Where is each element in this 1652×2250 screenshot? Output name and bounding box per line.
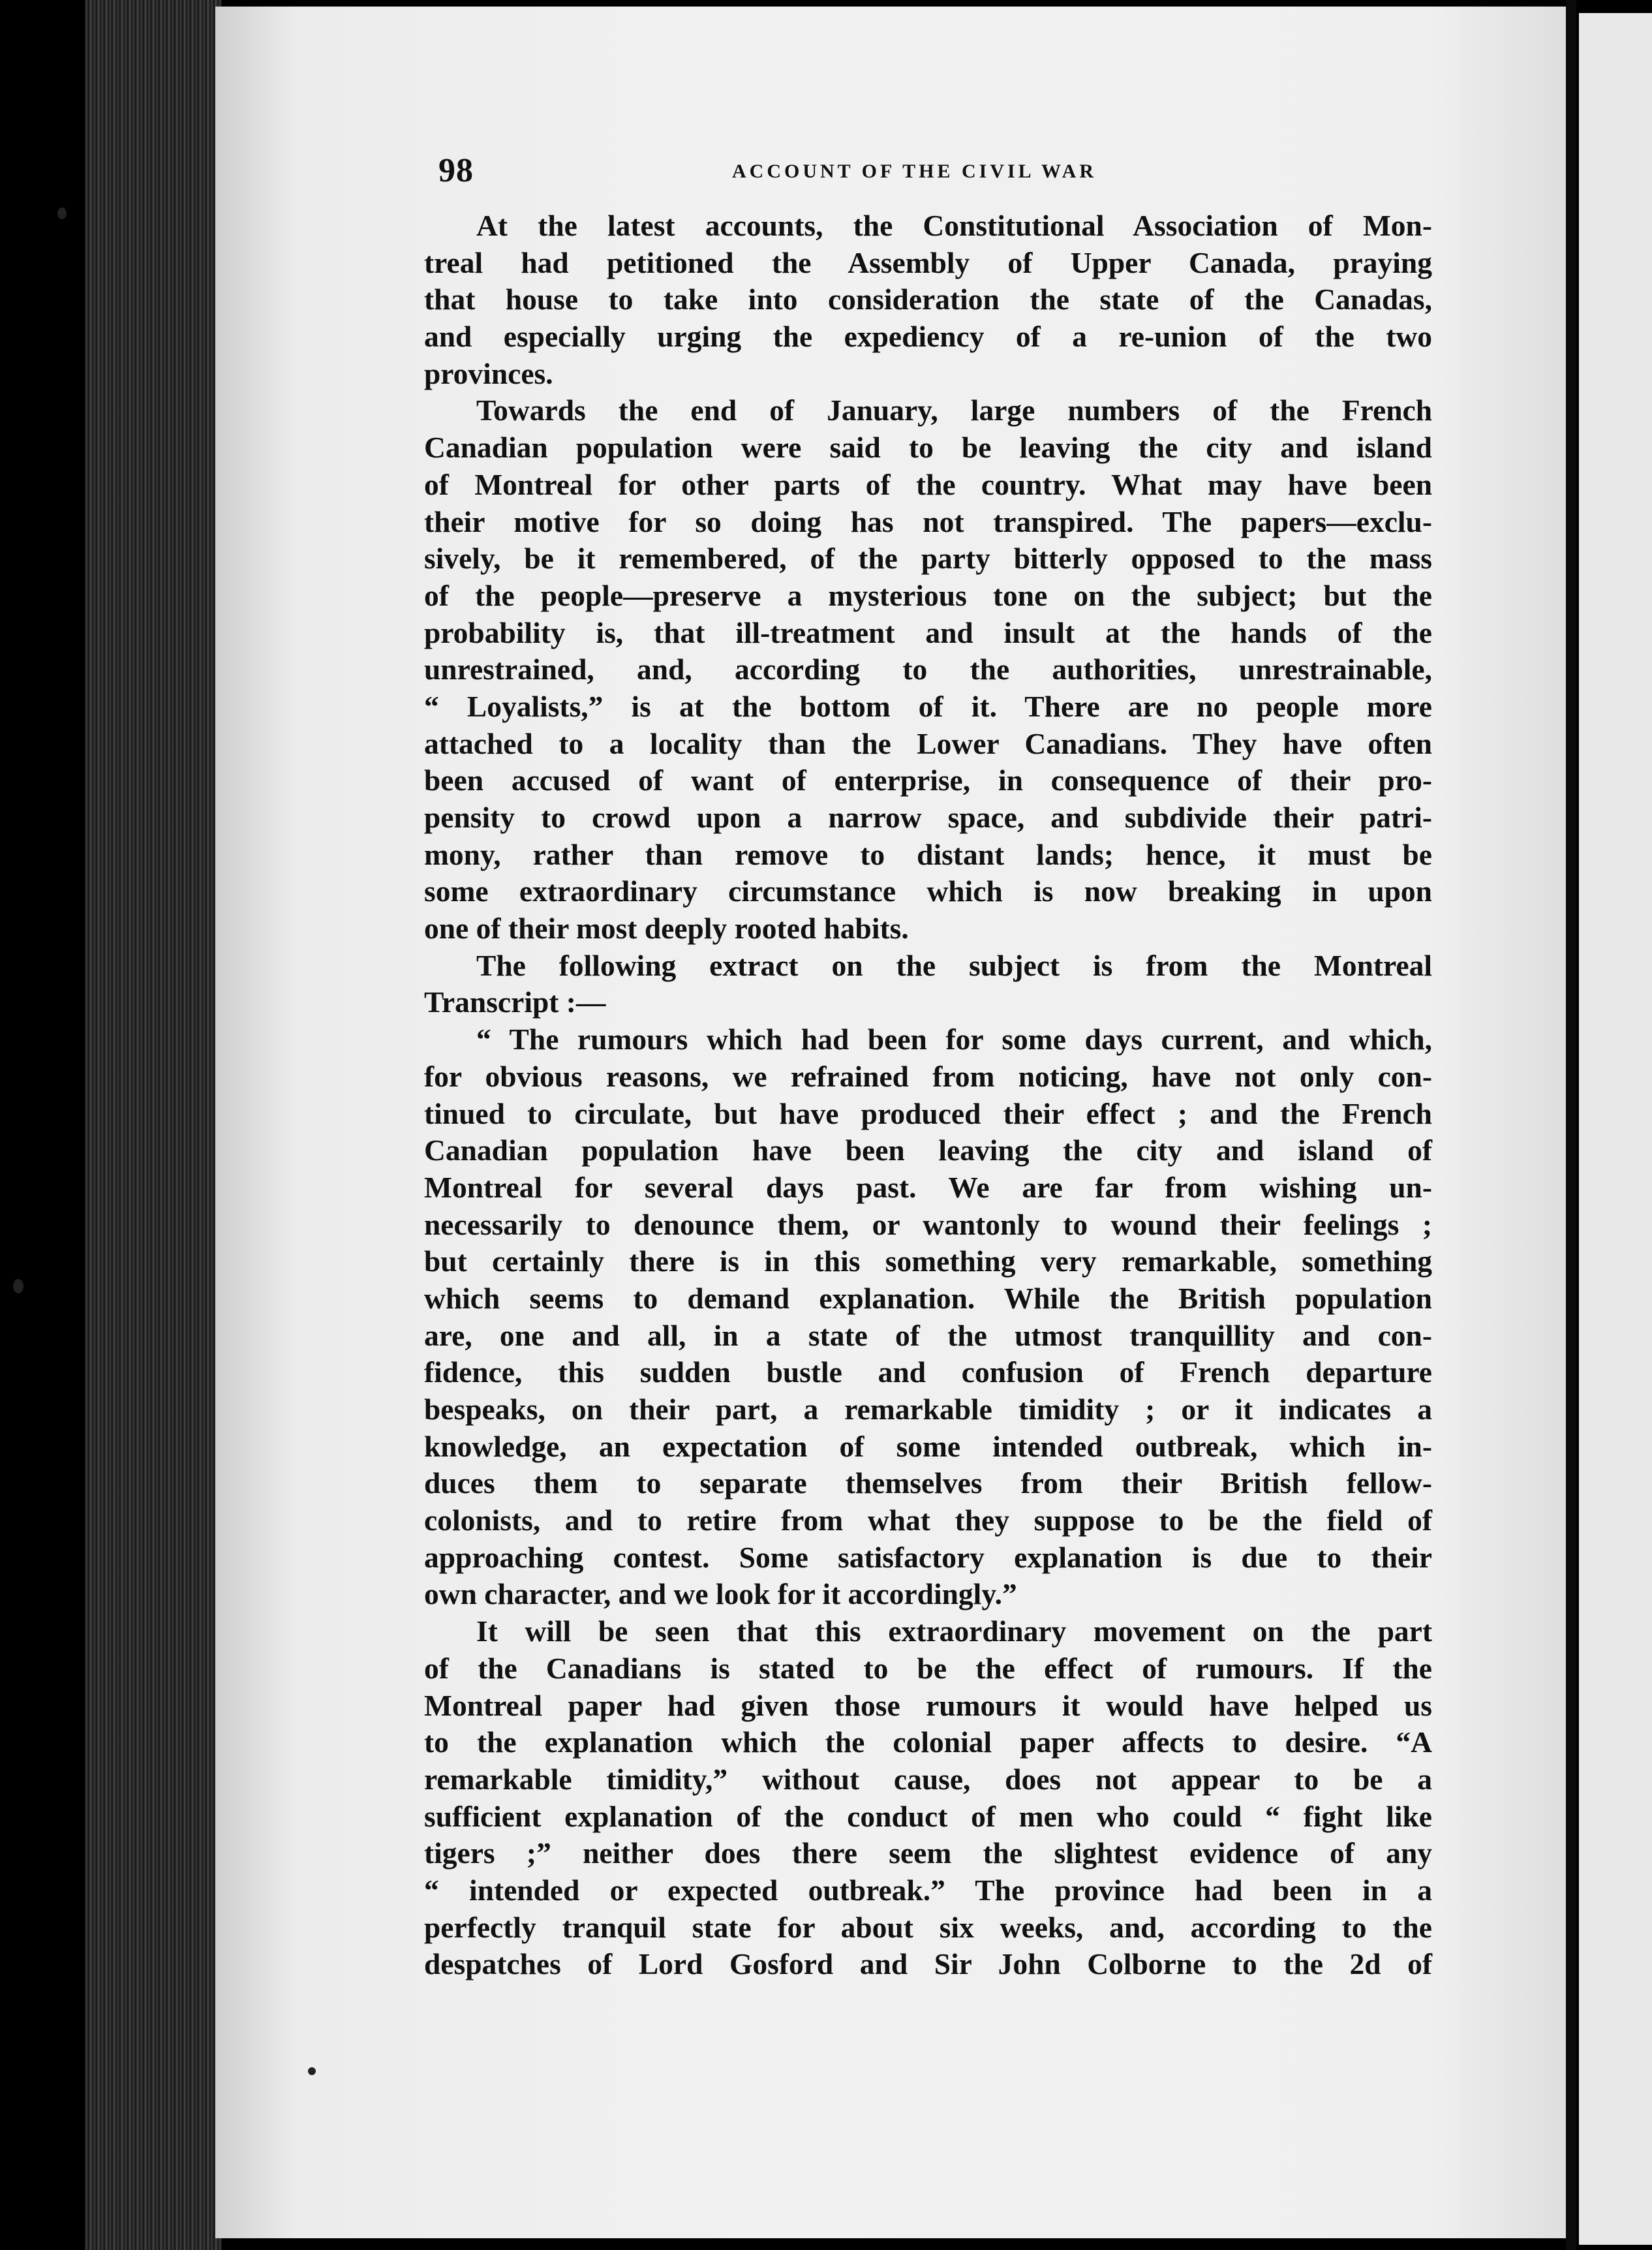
text-line: tinued to circulate, but have produced their effect ; and the French	[424, 1096, 1432, 1130]
text-line: Transcript :—	[424, 985, 606, 1019]
text-line: unrestrained, and, according to the authorities, unrestrainable,	[424, 653, 1432, 686]
text-line: mony, rather than remove to distant lands; hence, it must be	[424, 837, 1432, 871]
text-line: sively, be it remembered, of the party bitterly opposed to the mass	[424, 542, 1432, 576]
text-line: sufficient explanation of the conduct of men who could “ fight like	[424, 1799, 1432, 1833]
scan-speck	[13, 1279, 23, 1293]
text-line: of the Canadians is stated to be the effect of rumours. If the	[424, 1651, 1432, 1685]
text-line: but certainly there is in this something very remarkable, something	[424, 1244, 1432, 1278]
gutter-shadow	[1566, 0, 1576, 2250]
text-line: Towards the end of January, large numbers of the French	[476, 393, 1432, 427]
facing-page-edge	[1579, 13, 1652, 2245]
text-line: “ The rumours which had been for some days current, and which,	[476, 1023, 1432, 1056]
text-line: are, one and all, in a state of the utmost tranquillity and con-	[424, 1318, 1432, 1352]
text-line: knowledge, an expectation of some intended outbreak, which in-	[424, 1429, 1432, 1463]
text-line: attached to a locality than the Lower Canadians. They have often	[424, 726, 1432, 760]
scan-speck	[308, 2067, 316, 2075]
text-line: own character, and we look for it accordingly.”	[424, 1577, 1017, 1611]
text-line: of Montreal for other parts of the country. What may have been	[424, 467, 1432, 501]
text-line: Canadian population have been leaving the city and island of	[424, 1133, 1432, 1167]
text-line: Montreal paper had given those rumours it would have helped us	[424, 1688, 1432, 1722]
text-line: The following extract on the subject is from the Montreal	[476, 948, 1432, 982]
text-line: necessarily to denounce them, or wantonly to wound their feelings ;	[424, 1207, 1432, 1241]
text-line: perfectly tranquil state for about six weeks, and, according to the	[424, 1910, 1432, 1944]
text-line: approaching contest. Some satisfactory explanation is due to their	[424, 1540, 1432, 1574]
text-line: that house to take into consideration the state of the Canadas,	[424, 283, 1432, 316]
text-line: one of their most deeply rooted habits.	[424, 912, 909, 946]
text-line: At the latest accounts, the Constitutional Association of Mon-	[476, 209, 1432, 242]
text-line: pensity to crowd upon a narrow space, and subdivide their patri-	[424, 801, 1432, 834]
book-page-edges	[85, 0, 222, 2250]
text-line: probability is, that ill-treatment and insult at the hands of the	[424, 615, 1432, 649]
text-line: tigers ;” neither does there seem the slightest evidence of any	[424, 1836, 1432, 1870]
text-line: Canadian population were said to be leaving the city and island	[424, 431, 1432, 465]
text-line: “ intended or expected outbreak.” The province had been in a	[424, 1873, 1432, 1907]
text-line: been accused of want of enterprise, in consequence of their pro-	[424, 763, 1432, 797]
text-line: despatches of Lord Gosford and Sir John Colborne to the 2d of	[424, 1947, 1432, 1981]
text-line: to the explanation which the colonial paper affects to desire. “A	[424, 1725, 1432, 1759]
text-line: and especially urging the expediency of a re-union of the two	[424, 320, 1432, 354]
body-text	[424, 208, 1432, 1983]
text-line: their motive for so doing has not transpired. The papers—exclu-	[424, 504, 1432, 538]
text-line: treal had petitioned the Assembly of Upper Canada, praying	[424, 245, 1432, 279]
running-head: ACCOUNT OF THE CIVIL WAR	[732, 161, 1097, 182]
text-line: provinces.	[424, 356, 553, 390]
text-line: It will be seen that this extraordinary movement on the part	[476, 1614, 1432, 1648]
text-line: which seems to demand explanation. While the British population	[424, 1281, 1432, 1315]
text-line: duces them to separate themselves from their British fellow-	[424, 1466, 1432, 1500]
text-line: remarkable timidity,” without cause, does not appear to be a	[424, 1762, 1432, 1796]
text-line: of the people—preserve a mysterious tone on the subject; but the	[424, 578, 1432, 612]
text-line: bespeaks, on their part, a remarkable timidity ; or it indicates a	[424, 1393, 1432, 1426]
page-number: 98	[438, 152, 474, 189]
text-line: fidence, this sudden bustle and confusion of French departure	[424, 1355, 1432, 1389]
text-line: colonists, and to retire from what they suppose to be the field of	[424, 1503, 1432, 1537]
page-header	[438, 151, 1430, 197]
text-line: “ Loyalists,” is at the bottom of it. There are no people more	[424, 689, 1432, 723]
text-line: Montreal for several days past. We are far from wishing un-	[424, 1170, 1432, 1204]
scan-speck	[57, 208, 67, 219]
text-line: some extraordinary circumstance which is now breaking in upon	[424, 874, 1432, 908]
text-line: for obvious reasons, we refrained from noticing, have not only con-	[424, 1059, 1432, 1093]
